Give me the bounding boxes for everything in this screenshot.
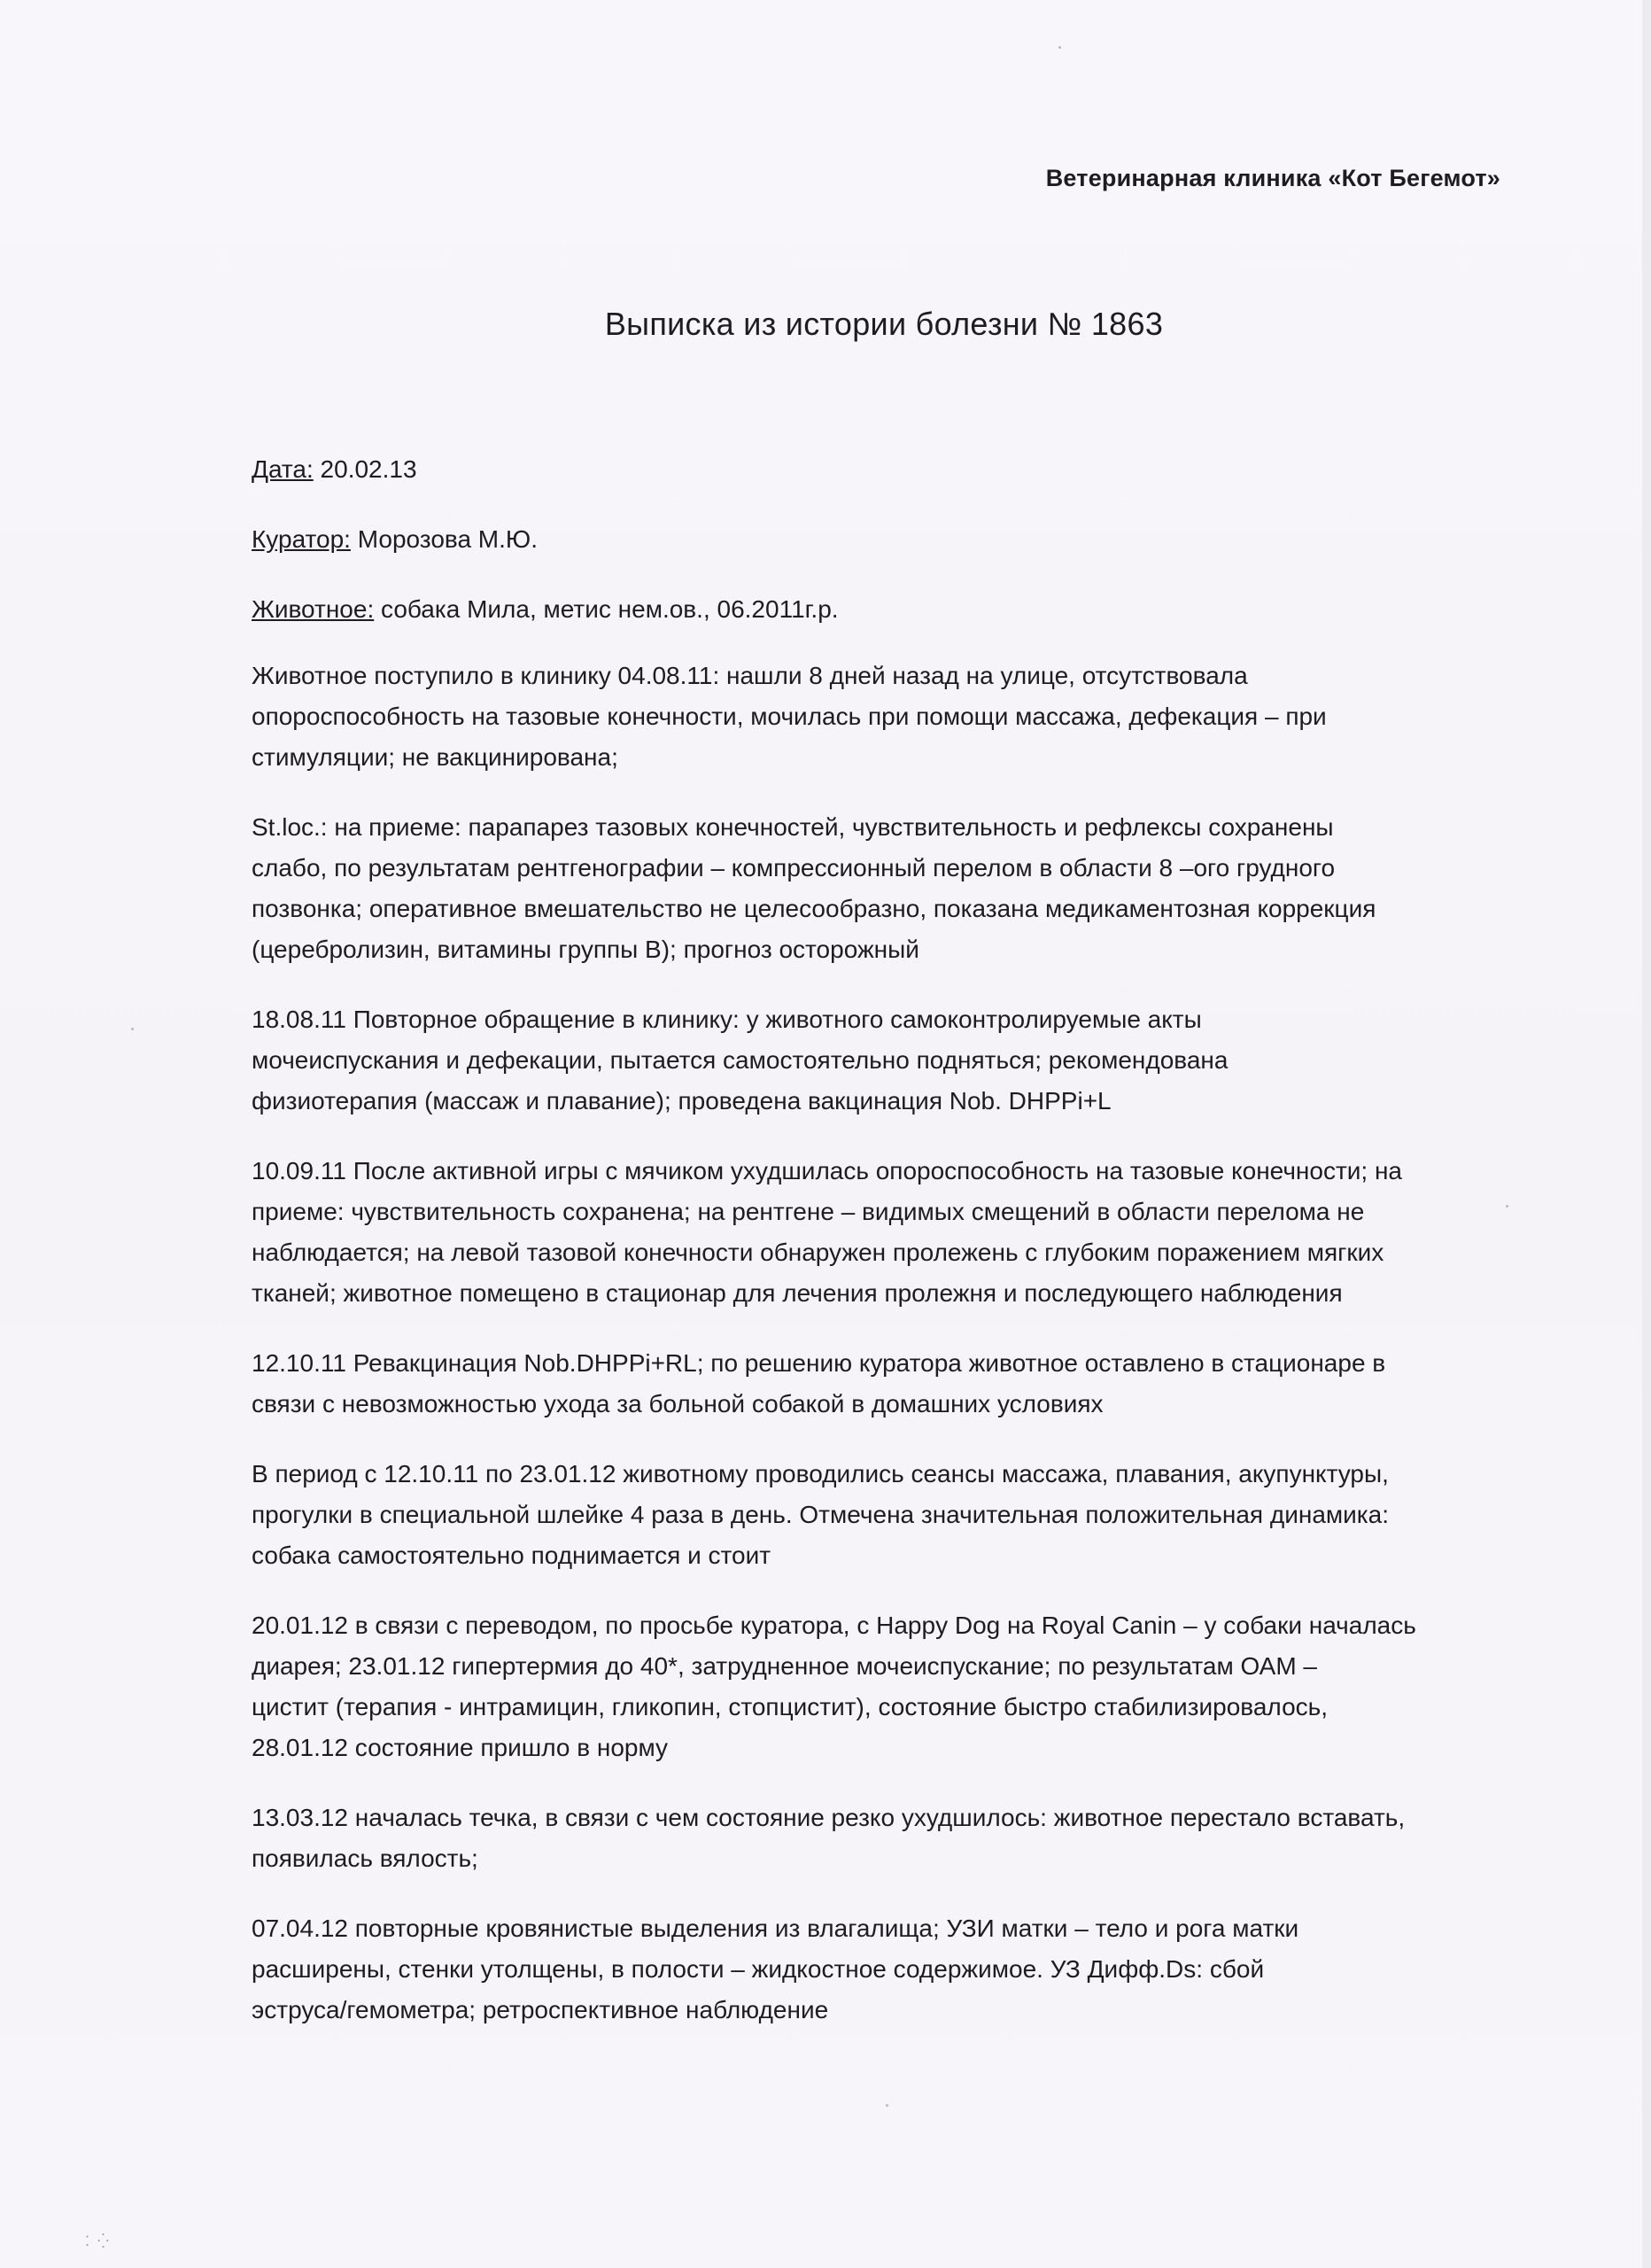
entry-line: В период с 12.10.11 по 23.01.12 животному проводились сеансы массажа, плавания, акупунктуры,: [252, 1460, 1389, 1487]
entry-line: (церебролизин, витамины группы В); прогноз осторожный: [252, 936, 919, 963]
animal-label: Животное:: [252, 595, 375, 623]
entry-line: наблюдается; на левой тазовой конечности обнаружен пролежень с глубоким поражением мягких: [252, 1239, 1384, 1266]
history-entry: [252, 656, 1527, 778]
date-value: 20.02.13: [313, 455, 417, 483]
clinic-header: Ветеринарная клиника «Кот Бегемот»: [1045, 165, 1500, 191]
history-entry: [252, 999, 1527, 1122]
entry-line: связи с невозможностью ухода за больной собакой в домашних условиях: [252, 1390, 1104, 1418]
scan-speck: [1058, 46, 1061, 49]
entry-line: опороспособность на тазовые конечности, мочилась при помощи массажа, дефекация – при: [252, 703, 1327, 730]
history-entry: [252, 807, 1527, 970]
entry-line: позвонка; оперативное вмешательство не целесообразно, показана медикаментозная коррекция: [252, 895, 1376, 922]
history-entry: [252, 1908, 1527, 2031]
scan-speck: [131, 1028, 134, 1030]
entry-line: 13.03.12 началась течка, в связи с чем состояние резко ухудшилось: животное перестало вставать,: [252, 1804, 1406, 1831]
entry-line: появилась вялость;: [252, 1845, 478, 1872]
entry-line: Животное поступило в клинику 04.08.11: нашли 8 дней назад на улице, отсутствовала: [252, 662, 1248, 689]
scan-speck: [886, 2104, 888, 2107]
date-label: Дата:: [252, 455, 314, 483]
document-fields: [252, 453, 1527, 663]
curator-label: Куратор:: [252, 525, 351, 553]
entry-line: 12.10.11 Ревакцинация Nob.DHPPi+RL; по решению куратора животное оставлено в стационаре в: [252, 1349, 1386, 1377]
entry-line: St.loc.: на приеме: парапарез тазовых конечностей, чувствительность и рефлексы сохранены: [252, 813, 1334, 841]
entry-line: 18.08.11 Повторное обращение в клинику: у животного самоконтролируемые акты: [252, 1006, 1202, 1033]
entry-line: 28.01.12 состояние пришло в норму: [252, 1734, 669, 1761]
document-title: Выписка из истории болезни № 1863: [604, 306, 1164, 342]
entry-line: расширены, стенки утолщены, в полости – жидкостное содержимое. УЗ Дифф.Ds: сбой: [252, 1955, 1265, 1983]
curator-value: Морозова М.Ю.: [350, 525, 538, 553]
history-entries: [252, 656, 1527, 2060]
entry-line: физиотерапия (массаж и плавание); проведена вакцинация Nob. DHPPi+L: [252, 1087, 1112, 1115]
entry-line: приеме: чувствительность сохранена; на рентгене – видимых смещений в области перелома не: [252, 1198, 1365, 1225]
date-field: [252, 453, 1527, 523]
curator-field: [252, 523, 1527, 593]
entry-line: собака самостоятельно поднимается и стоит: [252, 1542, 771, 1569]
entry-line: 20.01.12 в связи с переводом, по просьбе куратора, с Happy Dog на Royal Canin – у собаки началась: [252, 1612, 1416, 1639]
scan-speck: [1506, 1205, 1508, 1208]
scan-artifact: ⁚ ⁛: [85, 2233, 111, 2249]
entry-line: стимуляции; не вакцинирована;: [252, 743, 618, 771]
entry-line: прогулки в специальной шлейке 4 раза в день. Отмечена значительная положительная динамика:: [252, 1501, 1389, 1528]
entry-line: цистит (терапия - интрамицин, гликопин, стопцистит), состояние быстро стабилизировалось,: [252, 1693, 1329, 1720]
history-entry: [252, 1454, 1527, 1576]
history-entry: [252, 1343, 1527, 1425]
history-entry: [252, 1151, 1527, 1314]
animal-value: собака Мила, метис нем.ов., 06.2011г.р.: [374, 595, 839, 623]
entry-line: мочеиспускания и дефекации, пытается самостоятельно подняться; рекомендована: [252, 1046, 1229, 1074]
entry-line: диарея; 23.01.12 гипертермия до 40*, затрудненное мочеиспускание; по результатам ОАМ –: [252, 1652, 1317, 1680]
entry-line: 10.09.11 После активной игры с мячиком ухудшилась опороспособность на тазовые конечности; на: [252, 1157, 1403, 1184]
animal-field: [252, 593, 1527, 663]
entry-line: слабо, по результатам рентгенографии – компрессионный перелом в области 8 –ого грудного: [252, 854, 1336, 882]
history-entry: [252, 1798, 1527, 1879]
history-entry: [252, 1605, 1527, 1768]
entry-line: 07.04.12 повторные кровянистые выделения из влагалища; УЗИ матки – тело и рога матки: [252, 1915, 1299, 1942]
entry-line: тканей; животное помещено в стационар для лечения пролежня и последующего наблюдения: [252, 1279, 1343, 1307]
entry-line: эструса/гемометра; ретроспективное наблюдение: [252, 1996, 829, 2023]
